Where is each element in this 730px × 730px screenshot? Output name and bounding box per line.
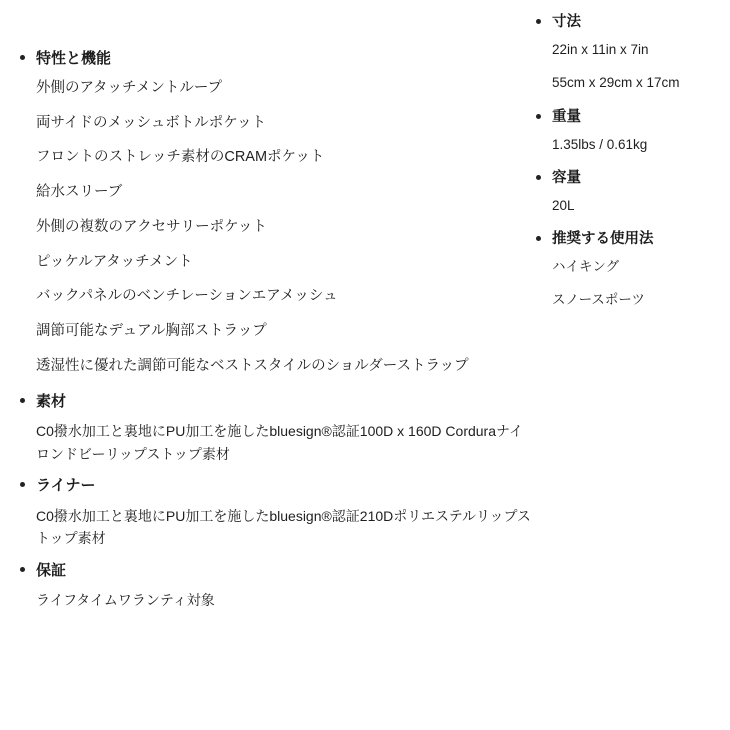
spec-section-weight	[530, 107, 730, 155]
section-heading-label: 重量	[552, 108, 581, 125]
bullet-icon	[20, 398, 25, 403]
spec-section-material	[14, 391, 534, 466]
section-heading	[14, 560, 534, 582]
list-item: 透湿性に優れた調節可能なベストスタイルのショルダーストラップ	[36, 357, 469, 374]
section-heading	[530, 168, 730, 189]
section-heading	[530, 229, 730, 250]
spec-section-liner	[14, 475, 534, 550]
list-item: 1.35lbs / 0.61kg	[552, 136, 648, 152]
spec-section-recommended-use	[530, 229, 730, 311]
spec-section-dimensions	[530, 12, 730, 94]
section-paragraph: C0撥水加工と裏地にPU加工を施したbluesign®認証210Dポリエステルリップストップ素材	[36, 507, 531, 547]
bullet-icon	[536, 19, 541, 24]
section-heading	[14, 48, 534, 70]
list-item: 外側のアタッチメントループ	[36, 79, 223, 96]
list-item: 外側の複数のアクセサリーポケット	[36, 218, 267, 235]
section-heading-label: 容量	[552, 169, 581, 186]
list-item: 55cm x 29cm x 17cm	[552, 75, 680, 91]
section-heading	[530, 107, 730, 128]
spec-section-capacity	[530, 168, 730, 216]
list-item: バックパネルのベンチレーションエアメッシュ	[36, 288, 338, 305]
section-heading-label: 寸法	[552, 14, 581, 30]
section-paragraph: C0撥水加工と裏地にPU加工を施したbluesign®認証100D x 160D Corduraナイロンドビーリップストップ素材	[36, 423, 524, 462]
section-paragraph: ライフタイムワランティ対象	[36, 592, 215, 609]
bullet-icon	[536, 175, 541, 180]
list-item: ハイキング	[552, 259, 620, 275]
bullet-icon	[536, 236, 541, 241]
section-heading-label: ライナー	[36, 477, 96, 495]
spec-section-features	[14, 48, 534, 378]
section-heading	[14, 391, 534, 413]
section-heading-label: 素材	[36, 392, 67, 410]
list-item: フロントのストレッチ素材のCRAMポケット	[36, 149, 325, 166]
specs-column	[530, 12, 730, 324]
list-item: 両サイドのメッシュボトルポケット	[36, 114, 266, 131]
section-heading	[530, 12, 730, 33]
section-heading-label: 特性と機能	[36, 50, 112, 67]
list-item: スノースポーツ	[552, 292, 645, 308]
bullet-icon	[20, 567, 25, 572]
section-heading-label: 推奨する使用法	[552, 231, 654, 248]
section-heading-label: 保証	[36, 561, 67, 579]
bullet-icon	[20, 482, 25, 487]
list-item: 給水スリーブ	[36, 184, 123, 200]
features-column	[14, 48, 534, 622]
list-item: ピッケルアタッチメント	[36, 253, 193, 270]
section-heading	[14, 475, 534, 497]
list-item: 22in x 11in x 7in	[552, 42, 649, 58]
spec-section-warranty	[14, 560, 534, 612]
bullet-icon	[20, 55, 25, 60]
list-item: 20L	[552, 197, 575, 213]
list-item: 調節可能なデュアル胸部ストラップ	[36, 323, 267, 339]
bullet-icon	[536, 114, 541, 119]
